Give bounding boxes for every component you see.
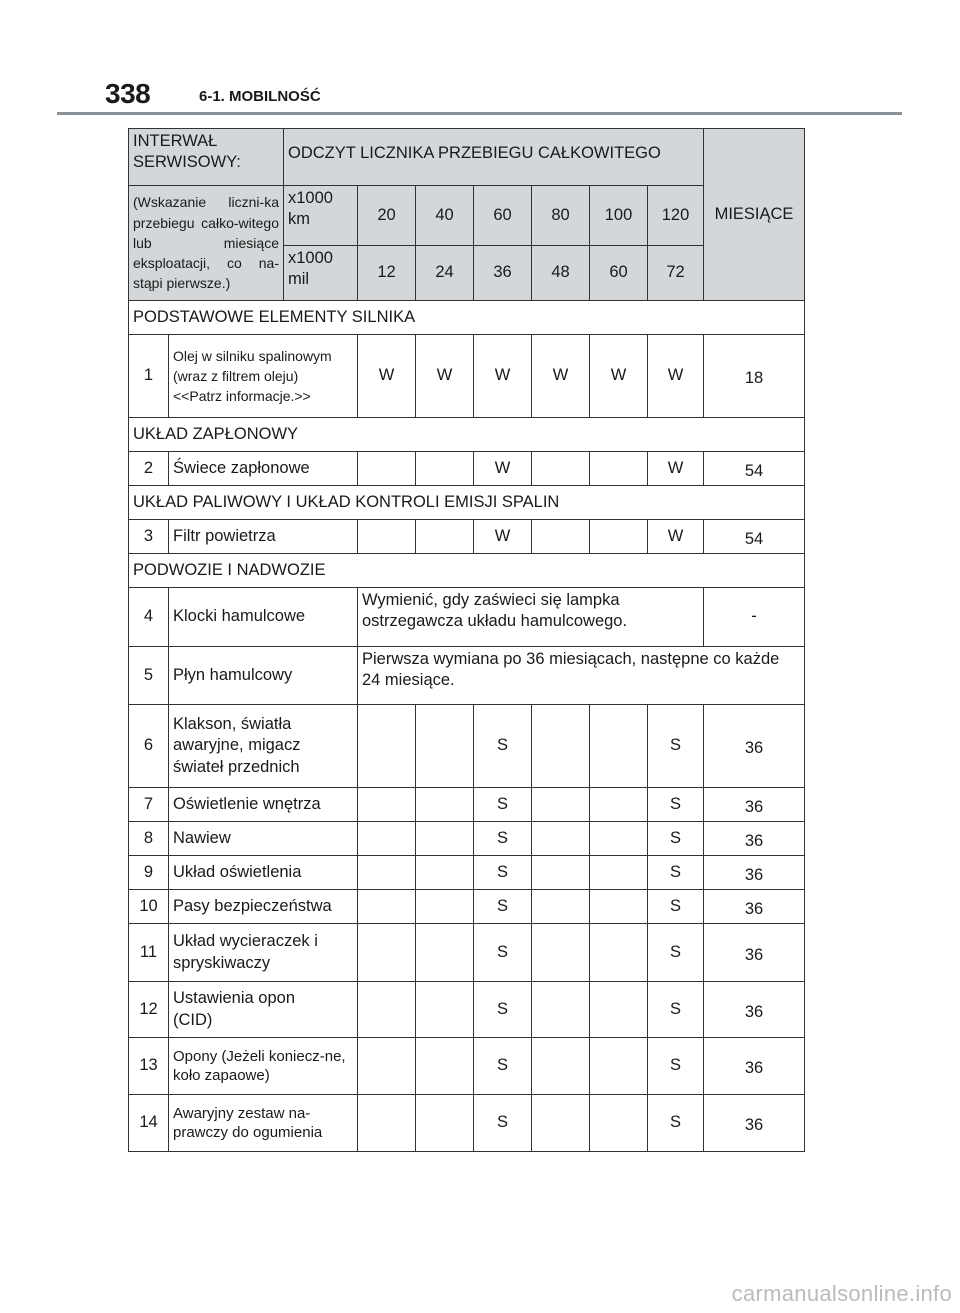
row-cell: [416, 520, 474, 554]
section-title-cell: PODWOZIE I NADWOZIE: [129, 554, 805, 588]
row-note: Wymienić, gdy zaświeci się lampka ostrzegawcza układu hamulcowego.: [358, 588, 704, 647]
row-item: Awaryjny zestaw na-prawczy do ogumienia: [169, 1095, 358, 1152]
table-row: [129, 822, 805, 856]
row-cell: [532, 890, 590, 924]
maintenance-schedule-table: [128, 128, 805, 1152]
row-cell: [416, 856, 474, 890]
row-cell: [590, 520, 648, 554]
row-cell: [358, 1038, 416, 1095]
header-note: (Wskazanie liczni-ka przebiegu całko-witego lub miesiące eksploatacji, co na-stąpi pierwsze.): [129, 186, 284, 301]
table-row: [129, 924, 805, 982]
row-cell: [532, 1095, 590, 1152]
row-cell: [532, 788, 590, 822]
item-line: <<Patrz informacje.>>: [173, 388, 311, 405]
table-row: [129, 890, 805, 924]
section-title-cell: UKŁAD ZAPŁONOWY: [129, 418, 805, 452]
row-months: 54: [704, 520, 805, 554]
row-cell: [590, 890, 648, 924]
row-cell: [532, 822, 590, 856]
row-cell: [590, 924, 648, 982]
row-cell: S: [474, 924, 532, 982]
row-months: 36: [704, 856, 805, 890]
row-cell: S: [648, 982, 704, 1038]
row-cell: [590, 788, 648, 822]
header-interval: INTERWAŁ SERWISOWY:: [129, 129, 284, 186]
row-item: Oświetlenie wnętrza: [169, 788, 358, 822]
row-item: Świece zapłonowe: [169, 452, 358, 486]
row-cell: S: [648, 890, 704, 924]
table-body: [129, 129, 805, 1152]
table-row: [129, 788, 805, 822]
table-row: [129, 335, 805, 418]
row-cell: [358, 1095, 416, 1152]
row-cell: S: [474, 890, 532, 924]
row-cell: W: [474, 520, 532, 554]
mil-unit: x1000 mil: [284, 246, 358, 301]
mil-value: 36: [474, 246, 532, 301]
table-row: [129, 705, 805, 788]
section-row: [129, 486, 805, 520]
mil-value: 72: [648, 246, 704, 301]
row-cell: S: [474, 822, 532, 856]
row-months: -: [704, 588, 805, 647]
km-value: 20: [358, 186, 416, 246]
row-cell: [590, 1095, 648, 1152]
km-value: 40: [416, 186, 474, 246]
row-cell: [590, 822, 648, 856]
section-row: [129, 554, 805, 588]
row-cell: [416, 452, 474, 486]
row-cell: S: [648, 705, 704, 788]
row-number: 5: [129, 647, 169, 705]
row-cell: S: [474, 788, 532, 822]
row-number: 10: [129, 890, 169, 924]
mil-value: 48: [532, 246, 590, 301]
table-row: [129, 982, 805, 1038]
row-cell: [532, 705, 590, 788]
row-item: Układ wycieraczek i spryskiwaczy: [169, 924, 358, 982]
row-cell: [358, 822, 416, 856]
row-cell: [532, 520, 590, 554]
table-row: [129, 856, 805, 890]
row-number: 3: [129, 520, 169, 554]
row-item: Pasy bezpieczeństwa: [169, 890, 358, 924]
row-cell: [416, 1038, 474, 1095]
row-number: 1: [129, 335, 169, 418]
row-item: Filtr powietrza: [169, 520, 358, 554]
row-number: 6: [129, 705, 169, 788]
row-cell: [532, 1038, 590, 1095]
row-number: 11: [129, 924, 169, 982]
row-cell: S: [648, 1095, 704, 1152]
row-number: 2: [129, 452, 169, 486]
watermark: carmanualsonline.info: [731, 1281, 952, 1306]
row-cell: [416, 822, 474, 856]
row-months: 36: [704, 1095, 805, 1152]
mil-value: 24: [416, 246, 474, 301]
row-cell: W: [648, 335, 704, 418]
row-number: 12: [129, 982, 169, 1038]
row-cell: [358, 982, 416, 1038]
row-cell: W: [474, 452, 532, 486]
row-cell: S: [474, 705, 532, 788]
row-cell: [416, 788, 474, 822]
header-odometer: ODCZYT LICZNIKA PRZEBIEGU CAŁKOWITEGO: [284, 129, 704, 186]
row-cell: [416, 924, 474, 982]
row-cell: [532, 982, 590, 1038]
row-item: [169, 335, 358, 418]
row-number: 7: [129, 788, 169, 822]
header-rule: [57, 112, 902, 115]
page-number: 338: [105, 78, 151, 109]
row-cell: W: [474, 335, 532, 418]
row-months: 18: [704, 335, 805, 418]
row-cell: S: [648, 1038, 704, 1095]
table-row: [129, 520, 805, 554]
section-row: [129, 418, 805, 452]
row-cell: [358, 856, 416, 890]
row-cell: [416, 1095, 474, 1152]
row-number: 13: [129, 1038, 169, 1095]
row-cell: S: [474, 1095, 532, 1152]
row-cell: [416, 982, 474, 1038]
row-cell: [590, 982, 648, 1038]
row-cell: W: [416, 335, 474, 418]
row-cell: S: [474, 982, 532, 1038]
row-cell: S: [648, 856, 704, 890]
row-item: Nawiew: [169, 822, 358, 856]
row-cell: W: [648, 452, 704, 486]
row-cell: [590, 1038, 648, 1095]
row-cell: [590, 705, 648, 788]
row-months: 54: [704, 452, 805, 486]
row-item: Układ oświetlenia: [169, 856, 358, 890]
table-row: [129, 452, 805, 486]
row-months: 36: [704, 822, 805, 856]
row-item: Klakson, światła awaryjne, migacz świateł przednich: [169, 705, 358, 788]
row-number: 14: [129, 1095, 169, 1152]
mil-value: 60: [590, 246, 648, 301]
row-cell: [532, 924, 590, 982]
row-cell: [416, 705, 474, 788]
km-value: 120: [648, 186, 704, 246]
section-title-cell: UKŁAD PALIWOWY I UKŁAD KONTROLI EMISJI SPALIN: [129, 486, 805, 520]
table-row: [129, 1038, 805, 1095]
row-cell: [590, 856, 648, 890]
row-cell: W: [590, 335, 648, 418]
row-cell: S: [474, 856, 532, 890]
header-row: [129, 129, 805, 186]
row-months: 36: [704, 705, 805, 788]
row-item: Ustawienia opon (CID): [169, 982, 358, 1038]
row-cell: S: [648, 788, 704, 822]
row-cell: [590, 452, 648, 486]
section-title-cell: PODSTAWOWE ELEMENTY SILNIKA: [129, 301, 805, 335]
table-row: [129, 1095, 805, 1152]
row-item: Klocki hamulcowe: [169, 588, 358, 647]
row-cell: [358, 520, 416, 554]
row-number: 9: [129, 856, 169, 890]
row-cell: S: [648, 924, 704, 982]
row-cell: [358, 890, 416, 924]
row-months: 36: [704, 982, 805, 1038]
row-cell: S: [648, 822, 704, 856]
row-months: 36: [704, 788, 805, 822]
mil-value: 12: [358, 246, 416, 301]
row-item: Płyn hamulcowy: [169, 647, 358, 705]
km-row: [129, 186, 805, 246]
item-line: Olej w silniku spalinowym: [173, 347, 332, 364]
row-cell: W: [648, 520, 704, 554]
section-title: 6-1. MOBILNOŚĆ: [199, 88, 321, 105]
km-unit: x1000 km: [284, 186, 358, 246]
header-months: MIESIĄCE: [704, 129, 805, 301]
row-cell: W: [532, 335, 590, 418]
km-value: 80: [532, 186, 590, 246]
row-cell: W: [358, 335, 416, 418]
row-cell: [358, 705, 416, 788]
row-cell: [532, 452, 590, 486]
table-row: [129, 647, 805, 705]
row-note: Pierwsza wymiana po 36 miesiącach, następne co każde 24 miesiące.: [358, 647, 805, 705]
table-row: [129, 588, 805, 647]
row-number: 4: [129, 588, 169, 647]
row-cell: [416, 890, 474, 924]
row-number: 8: [129, 822, 169, 856]
section-row: [129, 301, 805, 335]
row-cell: [358, 788, 416, 822]
km-value: 60: [474, 186, 532, 246]
row-months: 36: [704, 924, 805, 982]
km-value: 100: [590, 186, 648, 246]
row-item: Opony (Jeżeli koniecz-ne, koło zapaowe): [169, 1038, 358, 1095]
row-cell: S: [474, 1038, 532, 1095]
item-line: (wraz z filtrem oleju): [173, 367, 299, 384]
row-months: 36: [704, 1038, 805, 1095]
row-months: 36: [704, 890, 805, 924]
row-cell: [358, 924, 416, 982]
row-cell: [532, 856, 590, 890]
row-cell: [358, 452, 416, 486]
